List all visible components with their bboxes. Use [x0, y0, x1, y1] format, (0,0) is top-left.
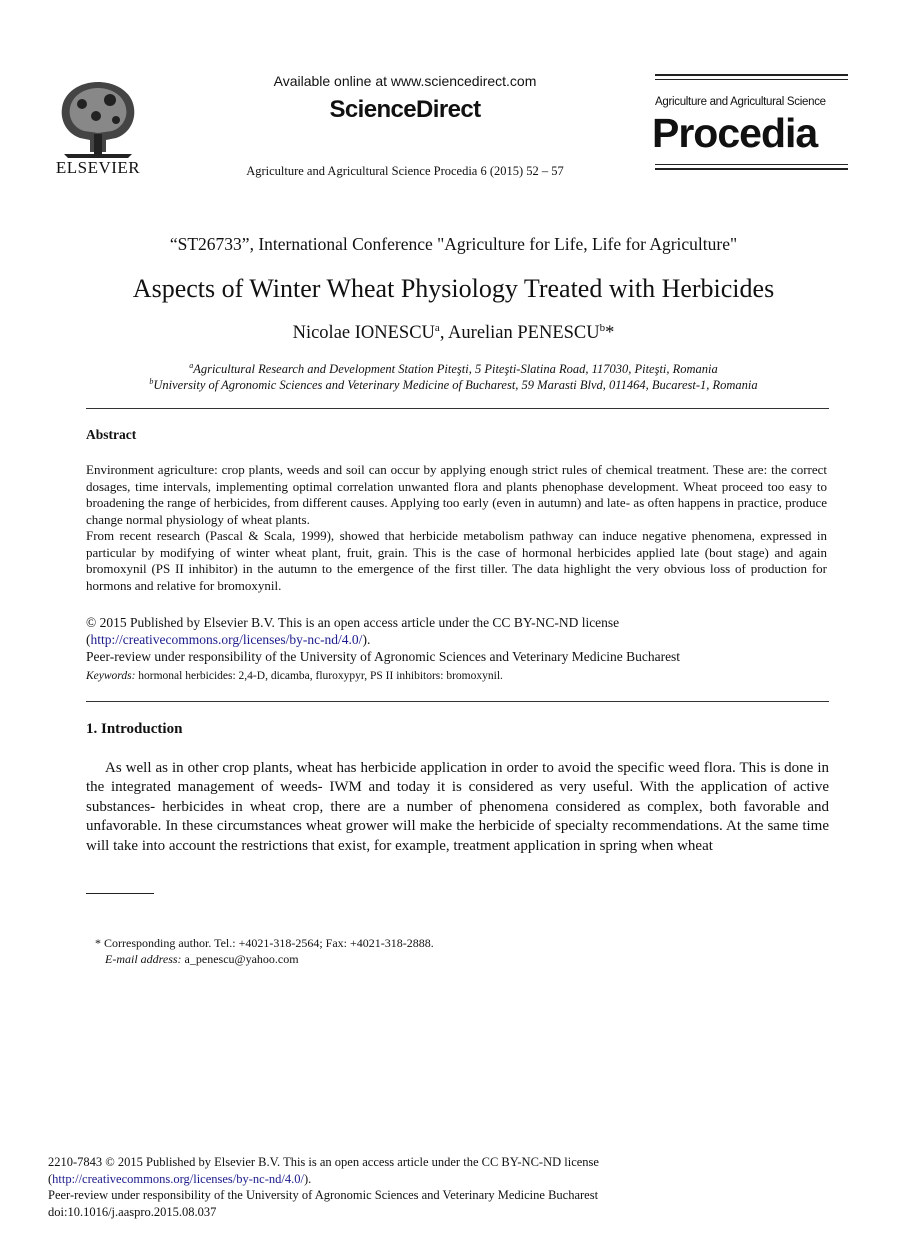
- corresponding-author-footnote: * Corresponding author. Tel.: +4021-318-2564; Fax: +4021-318-2888.: [95, 936, 434, 950]
- procedia-rule: [655, 74, 848, 76]
- paren-close: ).: [362, 632, 371, 647]
- paren-open: (: [48, 1171, 53, 1186]
- peer-review-statement: Peer-review under responsibility of the University of Agronomic Sciences and Veterinary Medicine Bucharest: [86, 649, 681, 664]
- affiliation-b: [60, 377, 847, 393]
- elsevier-wordmark: ELSEVIER: [55, 158, 141, 177]
- email-address[interactable]: a_penescu@yahoo.com: [181, 952, 299, 966]
- article-title: Aspects of Winter Wheat Physiology Treated with Herbicides: [132, 274, 775, 303]
- license-link[interactable]: http://creativecommons.org/licenses/by-nc-nd/4.0/: [52, 1171, 304, 1186]
- procedia-rule: [655, 168, 848, 170]
- license-link[interactable]: http://creativecommons.org/licenses/by-nc-nd/4.0/: [90, 632, 363, 647]
- section-divider: [86, 701, 829, 702]
- license-block: [86, 614, 827, 665]
- affiliation-b-mark: b: [149, 377, 154, 386]
- email-label: E-mail address:: [105, 952, 182, 966]
- procedia-journal-subtitle: Agriculture and Agricultural Science: [655, 96, 826, 108]
- license-url-line: [48, 1171, 868, 1188]
- abstract-paragraph: Environment agriculture: crop plants, weeds and soil can occur by applying enough strict rules of chemical treatment. These are: the correct dosages, time intervals, implementing optimal correlation unwanted flora and plants phenophase development. Wheat proceed too easy to broadening the range of herbicides, from different causes. Applying too early (even in autumn) and late- as often happens in practice, produce change normal physiology of wheat plants.: [86, 462, 827, 527]
- available-online-text[interactable]: Available online at www.sciencedirect.com: [273, 73, 537, 89]
- author-separator: ,: [439, 323, 449, 344]
- license-statement: © 2015 Published by Elsevier B.V. This is an open access article under the CC BY-NC-ND license: [86, 615, 620, 630]
- author-list: [60, 322, 847, 344]
- author-2: Aurelian PENESCU: [448, 323, 600, 344]
- procedia-logo: Procedia: [652, 110, 818, 156]
- journal-citation: Agriculture and Agricultural Science Procedia 6 (2015) 52 – 57: [246, 164, 564, 178]
- affiliation-b-text: University of Agronomic Sciences and Veterinary Medicine of Bucharest, 59 Marasti Blvd, 011464, Bucarest-1, Romania: [153, 378, 758, 393]
- introduction-heading: 1. Introduction: [86, 721, 183, 737]
- abstract-heading: Abstract: [86, 427, 137, 442]
- author-1: Nicolae IONESCU: [292, 323, 435, 344]
- email-footnote: [105, 952, 299, 967]
- affiliation-a: [60, 361, 847, 377]
- keywords: [86, 670, 827, 682]
- section-divider: [86, 408, 829, 409]
- affiliation-a-mark: a: [189, 361, 194, 370]
- author-1-affiliation-mark: a: [434, 322, 440, 334]
- introduction-paragraph: As well as in other crop plants, wheat has herbicide application in order to avoid the specific weed flora. This is done in the integrated management of weeds- IWM and today it is considered as very useful. With the application of active substances- herbicides in wheat crop, there are a number of phenomena considered as complex, both favorable and unfavorable. In these circumstances wheat grower will make the herbicide of specialty recommendations. At the same time will take into account the restrictions that exist, for example, treatment application in spring when wheat: [86, 760, 829, 854]
- keywords-text: hormonal herbicides: 2,4-D, dicamba, fluroxypyr, PS II inhibitors: bromoxynil.: [135, 670, 503, 682]
- peer-review-line: Peer-review under responsibility of the University of Agronomic Sciences and Veterinary Medicine Bucharest: [48, 1188, 599, 1202]
- paren-open: (: [86, 632, 91, 647]
- footnote-rule: [86, 893, 154, 894]
- abstract-body: [86, 462, 827, 594]
- keywords-label: Keywords:: [86, 670, 136, 682]
- sciencedirect-logo[interactable]: ScienceDirect: [329, 96, 481, 123]
- abstract-paragraph: From recent research (Pascal & Scala, 1999), showed that herbicide metabolism pathway can induce negative phenomena, expressed in particular by modifying of winter wheat plant, fruit, grain. This is the case of hormonal herbicides applied late (bout stage) and again bromoxynil (PS II inhibitor) in the autumn to the emergence of the first tiller. The data highlight the very obvious loss of production for hormons and relative for bromoxynil.: [86, 528, 827, 593]
- corresponding-author-mark: *: [605, 323, 615, 344]
- issn-license-line: 2210-7843 © 2015 Published by Elsevier B.V. This is an open access article under the CC BY-NC-ND license: [48, 1155, 599, 1169]
- conference-name: “ST26733”, International Conference "Agriculture for Life, Life for Agriculture": [169, 234, 738, 254]
- paren-close: ).: [303, 1171, 312, 1186]
- affiliation-a-text: Agricultural Research and Development Station Piteşti, 5 Piteşti-Slatina Road, 117030, Piteşti, Romania: [193, 362, 718, 377]
- publication-info: [48, 1154, 868, 1220]
- doi[interactable]: doi:10.1016/j.aaspro.2015.08.037: [48, 1204, 217, 1219]
- license-url-line: [86, 631, 827, 648]
- author-2-affiliation-mark: b: [599, 322, 606, 334]
- procedia-rule: [655, 79, 848, 80]
- procedia-rule: [655, 164, 848, 165]
